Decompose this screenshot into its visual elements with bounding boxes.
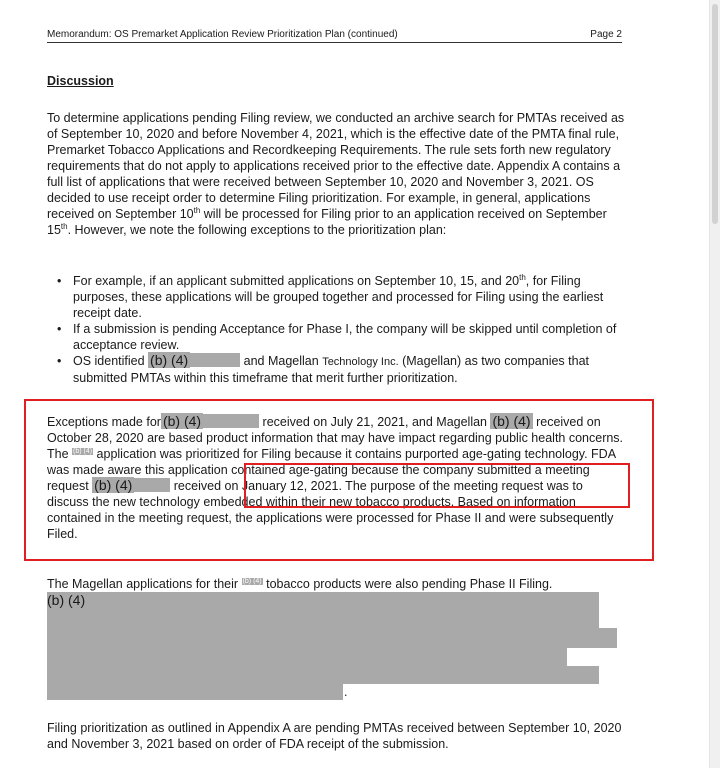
highlight-box-inner	[244, 463, 630, 508]
intro-paragraph: To determine applications pending Filing review, we conducted an archive search for PMTAs received as of September 10, 2020 and before November 4, 2021, which is the effective date of the PMTA final rule, Premarket Tobacco Applications and Recordkeeping Requirements. The rule sets forth new regulatory requirements that do not apply to applications received prior to the effective date. Appendix A contains a full list of applications that were received between September 10, 2020 and November 3, 2021. OS decided to use receipt order to determine Filing prioritization. For example, in general, applications received on September 10th will be processed for Filing prior to an application received on September 15th. However, we note the following exceptions to the prioritization plan:	[47, 111, 625, 237]
redaction-mark: (b) (4)	[492, 413, 531, 429]
exceptions-paragraph: Exceptions made for (b) (4) received on July 21, 2021, and Magellan (b) (4) received on October 28, 2020 are based product information that may have impact regarding public health concerns. The $^{(b) (4)}$ application was prioritized for Filing because it contains purported age-gating technology. FDA was made aware this application contained age-gating because the company submitted a meeting request (b) (4) received on January 12, 2021. The purpose of the meeting request was to discuss the new technology embedded within their new tobacco products. Based on information contained in the meeting request, the applications were processed for Phase II and were subsequently Filed.	[47, 413, 624, 541]
redaction-mark-small: (b) (4)	[73, 447, 93, 455]
redaction-block	[47, 610, 599, 628]
redaction-block	[47, 592, 599, 610]
final-paragraph: Filing prioritization as outlined in Appendix A are pending PMTAs received between September 10, 2020 and November 3, 2021 based on order of FDA receipt of the submission.	[47, 721, 622, 751]
redaction-block	[190, 353, 240, 367]
section-title: Discussion	[47, 74, 114, 88]
redaction-block	[47, 666, 599, 684]
scrollbar-thumb[interactable]	[712, 4, 718, 224]
redaction-block	[47, 628, 617, 648]
redaction-mark: (b) (4)	[94, 477, 133, 493]
redaction-mark-small: (b) (4)	[242, 577, 262, 585]
redaction-block	[47, 684, 343, 700]
page-header	[47, 28, 622, 43]
redaction-mark: (b) (4)	[162, 413, 202, 429]
redaction-mark: (b) (4)	[150, 352, 189, 368]
exceptions-list	[47, 273, 627, 386]
vertical-scrollbar[interactable]	[709, 0, 720, 768]
page-number: Page 2	[590, 29, 622, 40]
list-item: • OS identified (b) (4) and Magellan Technology Inc. (Magellan) as two companies that submitted PMTAs within this timeframe that merit further prioritization.	[47, 353, 627, 386]
list-item: • For example, if an applicant submitted applications on September 10, 15, and 20th, for Filing purposes, these applications will be grouped together and processed for Filing using the earliest receipt date.	[47, 273, 627, 321]
magellan-paragraph: The Magellan applications for their $^{(b) (4)}$ tobacco products were also pending Phase II Filing.	[47, 577, 553, 591]
list-item: • If a submission is pending Acceptance for Phase I, the company will be skipped until completion of acceptance review.	[47, 321, 627, 353]
redaction-block	[47, 648, 567, 666]
memo-title: Memorandum: OS Premarket Application Review Prioritization Plan (continued)	[47, 29, 398, 40]
redaction-trailing-period: .	[344, 685, 348, 699]
redaction-label: (b) (4)	[47, 592, 86, 608]
